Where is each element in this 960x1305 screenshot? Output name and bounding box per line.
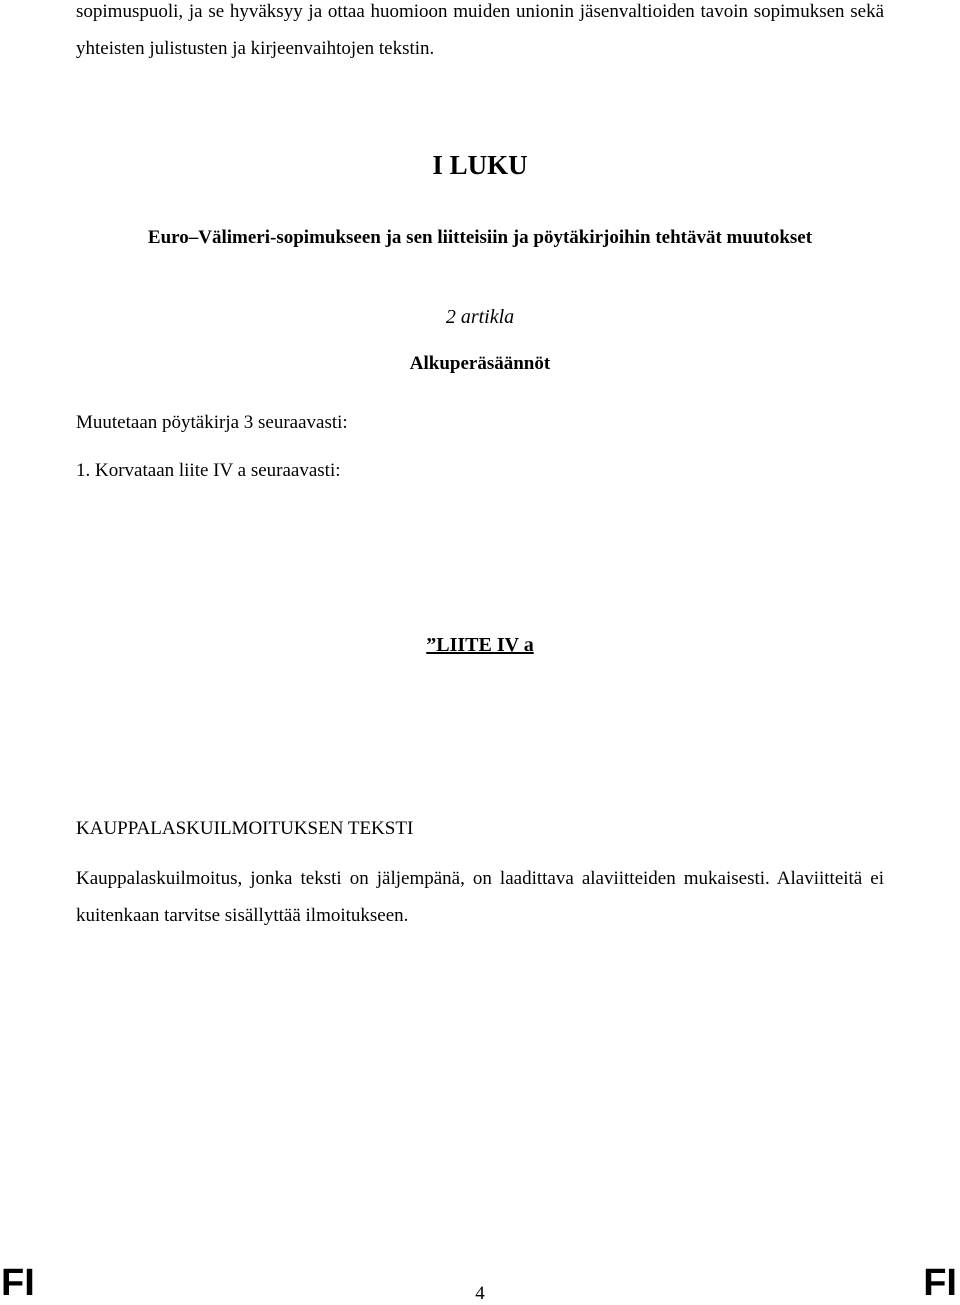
article-title: Alkuperäsäännöt — [409, 353, 551, 374]
amendment-intro: Muutetaan pöytäkirja 3 seuraavasti: — [76, 412, 348, 433]
chapter-title: I LUKU — [432, 150, 528, 180]
footer-language-code-left: FI — [1, 1262, 35, 1304]
annex-title: ”LIITE IV a — [426, 634, 534, 656]
chapter-subtitle: Euro–Välimeri-sopimukseen ja sen liitteisiin ja pöytäkirjoihin tehtävät muutokset — [147, 227, 813, 248]
intro-paragraph: sopimuspuoli, ja se hyväksyy ja ottaa huomioon muiden unionin jäsenvaltioiden tavoin sopimuksen sekä yhteisten julistusten ja kirjeenvaihtojen tekstin. — [76, 1, 884, 60]
list-item-1: 1. Korvataan liite IV a seuraavasti: — [76, 460, 341, 481]
section-heading: KAUPPALASKUILMOITUKSEN TEKSTI — [76, 818, 414, 839]
page-number: 4 — [475, 1283, 485, 1304]
footer-language-code-right: FI — [923, 1262, 957, 1304]
section-paragraph: Kauppalaskuilmoitus, jonka teksti on jäljempänä, on laadittava alaviitteiden mukaisesti. Alaviitteitä ei kuitenkaan tarvitse sisällyttää ilmoitukseen. — [76, 868, 884, 927]
article-number: 2 artikla — [445, 306, 515, 328]
